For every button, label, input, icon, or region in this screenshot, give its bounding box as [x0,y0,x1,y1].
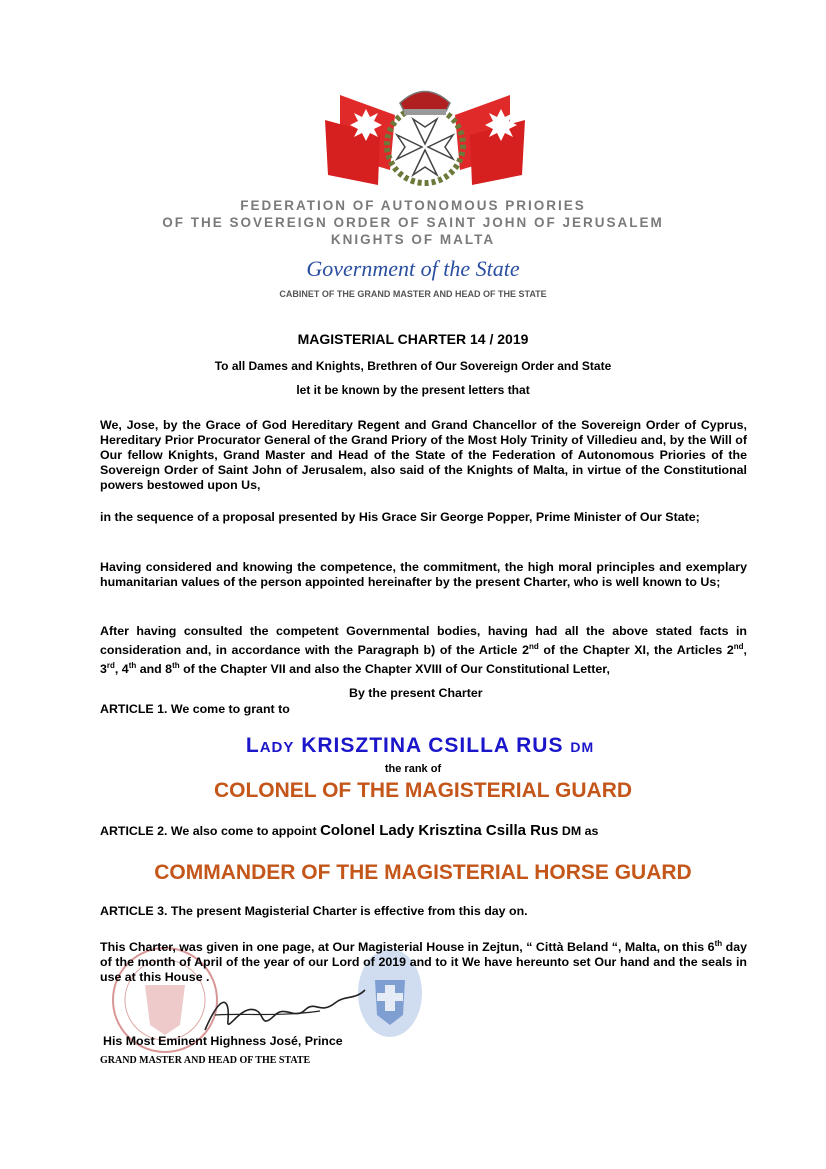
signer-title: GRAND MASTER AND HEAD OF THE STATE [100,1055,311,1066]
recipient-name: Lady KRISZTINA CSILLA RUS DM [245,734,595,757]
org-line-3: KNIGHTS OF MALTA [330,232,496,247]
org-line-1: FEDERATION OF AUTONOMOUS PRIORIES [240,198,586,213]
known-line: let it be known by the present letters that [296,383,530,397]
article-2: ARTICLE 2. We also come to appoint Colonel Lady Krisztina Csilla Rus DM as [100,822,599,839]
signature-icon [200,985,370,1040]
crest-icon [320,75,530,195]
government-heading: Government of the State [306,256,520,281]
by-charter-line: By the present Charter [349,686,483,700]
paragraph-3: Having considered and knowing the competence, the commitment, the high moral principles and exemplary humanitarian values of the person appointed hereinafter by the present Charter, who is well known to Us; [100,560,747,589]
commander-title: COMMANDER OF THE MAGISTERIAL HORSE GUARD [154,861,692,884]
paragraph-4: After having consulted the competent Governmental bodies, having had all the above stated facts in consideration and, in accordance with the Paragraph b) of the Article 2nd of the Chapter XI, the Articles 2nd, 3rd, 4th and 8th of the Chapter VII and also the Chapter XVIII of Our Constitutional Letter, [100,624,747,677]
greeting-line: To all Dames and Knights, Brethren of Our Sovereign Order and State [214,359,612,373]
paragraph-1: We, Jose, by the Grace of God Hereditary Regent and Grand Chancellor of the Sovereign Order of Cyprus, Hereditary Prior Procurator General of the Grand Priory of the Most Holy Trinity of Villedieu and, by the Will of Our fellow Knights, Grand Master and Head of the State of the Federation of Autonomous Priories of the Sovereign Order of Saint John of Jerusalem, also said of the Knights of Malta, in virtue of the Constitutional powers bestowed upon Us, [100,418,747,492]
org-line-2: OF THE SOVEREIGN ORDER OF SAINT JOHN OF JERUSALEM [162,215,664,230]
closing-paragraph: This Charter, was given in one page, at Our Magisterial House in Zejtun, “ Città Beland “, Malta, on this 6th day of the month of April of the year of our Lord of 2019 and to it We have hereunto set Our hand and the seals in use at this House . [100,939,747,985]
signer-name: His Most Eminent Highness José, Prince [103,1034,343,1048]
article-1: ARTICLE 1. We come to grant to [100,702,290,716]
rank-of-label: the rank of [384,763,442,775]
rank-title: COLONEL OF THE MAGISTERIAL GUARD [213,779,633,802]
cabinet-subheading: CABINET OF THE GRAND MASTER AND HEAD OF THE STATE [279,289,547,299]
article-3: ARTICLE 3. The present Magisterial Charter is effective from this day on. [100,904,528,918]
paragraph-2: in the sequence of a proposal presented by His Grace Sir George Popper, Prime Minister of Our State; [100,510,700,524]
charter-title: MAGISTERIAL CHARTER 14 / 2019 [297,331,529,347]
